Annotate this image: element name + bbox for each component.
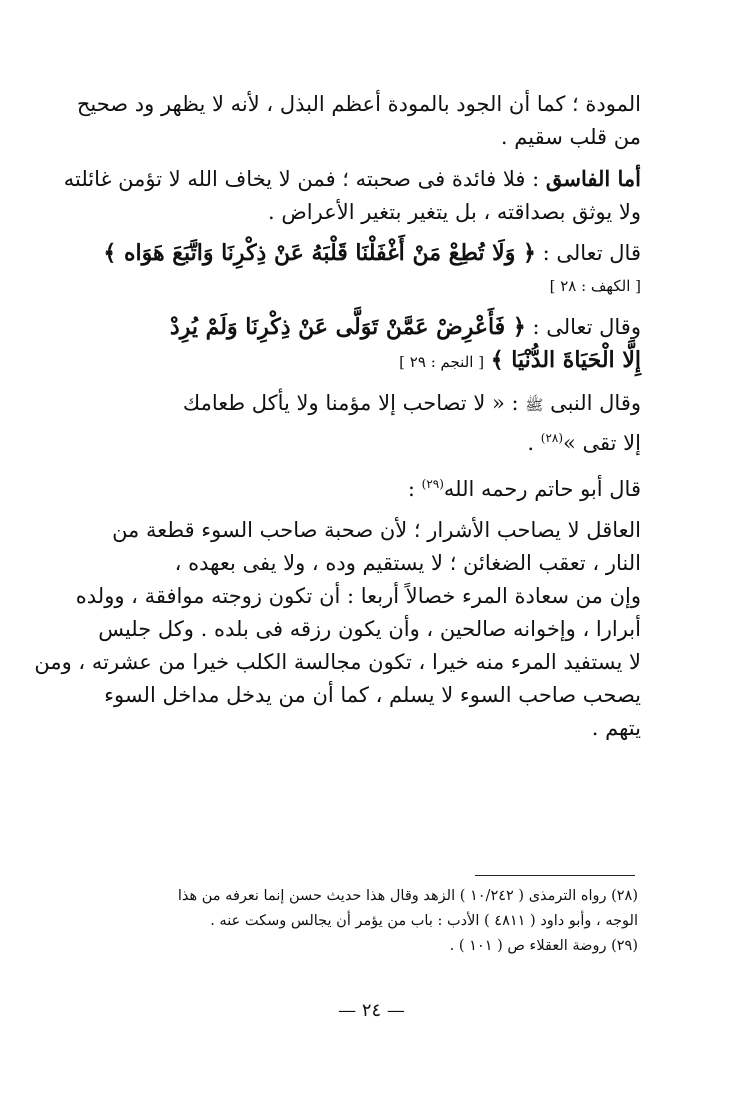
footnote-marker: (٢٨) (540, 431, 564, 445)
text-fragment: . (527, 431, 535, 455)
text-fragment: قال أبو حاتم رحمه الله (443, 477, 641, 501)
footnote-line: (٢٩) روضة العقلاء ص ( ١٠١ ) . (449, 938, 638, 954)
paragraph-4 (96, 311, 641, 379)
paragraph-5 (96, 387, 641, 460)
text-line: النار ، تعقب الضغائن ؛ لا يستقيم وده ، ولا يفى بعهده ، (174, 551, 641, 575)
text-line: العاقل لا يصاحب الأشرار ؛ لأن صحبة صاحب السوء قطعة من (112, 518, 641, 542)
footnotes (93, 884, 638, 959)
verse-intro: وقال تعالى : (532, 315, 641, 339)
text-line: من قلب سقيم . (500, 125, 641, 149)
quran-verse: ﴿ وَلَا تُطِعْ مَنْ أَغْفَلْنَا قَلْبَهُ عَنْ ذِكْرِنَا وَاتَّبَعَ هَوَاه ﴾ (103, 240, 536, 266)
verse-intro: قال تعالى : (542, 241, 641, 265)
paragraph-lead: أما الفاسق (545, 166, 641, 191)
text-line (96, 237, 641, 270)
footnote-divider (475, 875, 635, 876)
paragraph-6 (96, 468, 641, 506)
quran-verse: ﴿ فَأَعْرِضْ عَمَّنْ تَوَلَّى عَنْ ذِكْرِنَا وَلَمْ يُرِدْ (169, 314, 526, 340)
text-line: لا يستفيد المرء منه خيرا ، تكون مجالسة الكلب خيرا من عشرته ، ومن (34, 650, 641, 674)
paragraph-3 (96, 237, 641, 303)
salawat-symbol: ﷺ (525, 396, 544, 414)
text-line (96, 468, 641, 506)
text-line (96, 311, 641, 344)
main-text (34, 88, 641, 753)
text-line: ولا يوثق بصداقته ، بل يتغير بتغير الأعراض . (268, 200, 641, 224)
text-line: أبرارا ، وإخوانه صالحين ، وأن يكون رزقه فى بلده . وكل جليس (98, 617, 641, 641)
verse-reference: [ الكهف : ٢٨ ] (549, 277, 641, 295)
footnote-line: الوجه ، وأبو داود ( ٤٨١١ ) الأدب : باب من يؤمر أن يجالس وسكت عنه . (210, 913, 638, 929)
text-line: يصحب صاحب السوء لا يسلم ، كما أن من يدخل مداخل السوء (104, 683, 641, 707)
text-line: المودة ؛ كما أن الجود بالمودة أعظم البذل ، لأنه لا يظهر ود صحيح (76, 92, 641, 116)
quran-verse: إِلَّا الْحَيَاةَ الدُّنْيَا ﴾ (490, 347, 641, 373)
text-line (96, 422, 641, 460)
text-fragment: : « لا تصاحب إلا مؤمنا ولا يأكل طعامك (182, 391, 519, 415)
text-fragment: : (407, 477, 415, 501)
text-fragment: إلا تقى » (563, 431, 641, 455)
page-number: — ٢٤ — (338, 1000, 405, 1021)
text-line (63, 162, 641, 196)
text-line (96, 387, 641, 422)
footnote-line: (٢٨) رواه الترمذى ( ١٠/٢٤٢ ) الزهد وقال هذا حديث حسن إنما نعرفه من هذا (177, 888, 638, 904)
text-fragment: : فلا فائدة فى صحبته ؛ فمن لا يخاف الله لا تؤمن غائلته (63, 167, 540, 191)
text-line (96, 344, 641, 379)
footnote-marker: (٢٩) (421, 477, 444, 491)
text-line: وإن من سعادة المرء خصالاً أربعا : أن تكون زوجته موافقة ، وولده (75, 584, 641, 608)
paragraph-7 (34, 514, 641, 745)
paragraph-1 (76, 88, 641, 154)
hadith-intro: وقال النبى (550, 391, 641, 415)
paragraph-2 (63, 162, 641, 229)
verse-reference: [ النجم : ٢٩ ] (399, 353, 485, 371)
text-line: يتهم . (591, 716, 641, 740)
